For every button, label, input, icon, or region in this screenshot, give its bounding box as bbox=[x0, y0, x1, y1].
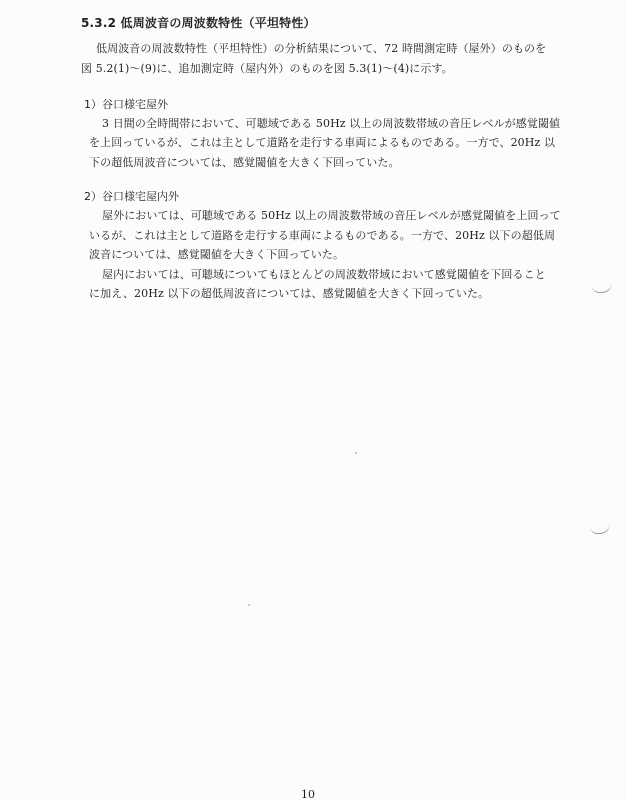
intro-line-2: 図 5.2(1)～(9)に、追加測定時（屋内外）のものを図 5.3(1)～(4)に示す。 bbox=[81, 62, 453, 75]
binder-hole-mark bbox=[589, 524, 610, 536]
subsection-2-line-2: いるが、これは主として道路を走行する車両によるものである。一方で、20Hz 以下の超低周 bbox=[89, 229, 556, 242]
scan-speck bbox=[355, 452, 357, 454]
subsection-2-line-4: 屋内においては、可聴域についてもほとんどの周波数帯域において感覚閾値を下回ること bbox=[102, 268, 546, 281]
section-heading: 5.3.2 低周波音の周波数特性（平坦特性） bbox=[81, 16, 316, 30]
page-number: 10 bbox=[301, 788, 315, 800]
subsection-1-line-3: 下の超低周波音については、感覚閾値を大きく下回っていた。 bbox=[89, 156, 400, 169]
subsection-1-line-2: を上回っているが、これは主として道路を走行する車両によるものである。一方で、20Hz 以 bbox=[89, 136, 556, 149]
subsection-2-line-1: 屋外においては、可聴域である 50Hz 以上の周波数帯域の音圧レベルが感覚閾値を上回って bbox=[102, 209, 561, 222]
scan-speck bbox=[248, 604, 250, 606]
binder-hole-mark bbox=[591, 283, 612, 295]
subsection-1-heading: 1）谷口様宅屋外 bbox=[84, 98, 168, 111]
subsection-2-line-3: 波音については、感覚閾値を大きく下回っていた。 bbox=[89, 248, 345, 261]
intro-line-1: 低周波音の周波数特性（平坦特性）の分析結果について、72 時間測定時（屋外）のものを bbox=[96, 42, 547, 55]
subsection-1-line-1: 3 日間の全時間帯において、可聴域である 50Hz 以上の周波数帯域の音圧レベルが感覚閾値 bbox=[102, 117, 561, 130]
subsection-2-heading: 2）谷口様宅屋内外 bbox=[84, 190, 179, 203]
subsection-2-line-5: に加え、20Hz 以下の超低周波音については、感覚閾値を大きく下回っていた。 bbox=[89, 287, 490, 300]
